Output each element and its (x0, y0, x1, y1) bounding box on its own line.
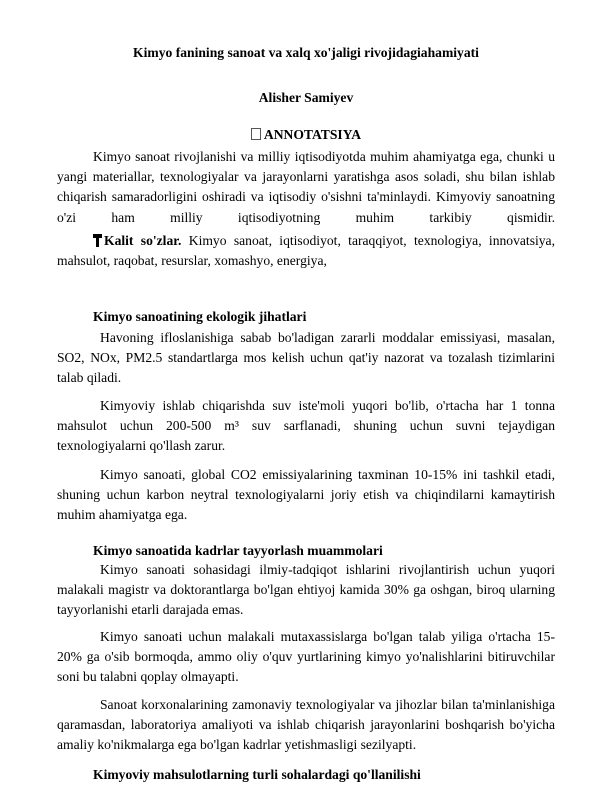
document-title: Kimyo fanining sanoat va xalq xo'jaligi rivojidagiahamiyati (133, 45, 479, 60)
paragraph: Kimyo sanoati sohasidagi ilmiy-tadqiqot ishlarini rivojlantirish uchun yuqori malakali magistr va doktorantlarga bo'lgan ehtiyoj kamida 30% ga oshgan, biroq ularning tayyorlanishi etarli darajada emas. (57, 562, 555, 618)
annotation-line: o'zi ham milliy iqtisodiyotning muhim tarkibiy qismidir. (57, 209, 555, 225)
author-name: Alisher Samiyev (258, 90, 354, 105)
key-icon (93, 234, 102, 247)
annotation-heading-text: ANNOTATSIYA (263, 127, 362, 142)
section-heading: Kimyoviy mahsulotlarning turli sohalardagi qo'llanilishi (93, 767, 421, 782)
annotation-heading (0, 125, 612, 145)
paragraph: Kimyo sanoati, global CO2 emissiyalarining taxminan 10-15% ini tashkil etadi, shuning uchun karbon neytral texnologiyalarni joriy etish va chiqindilarni kamaytirish muhim ahamiyatga ega. (57, 467, 555, 523)
paragraph: Kimyo sanoati uchun malakali mutaxassislarga bo'lgan talab yiliga o'rtacha 15-20% ga o'sib bormoqda, ammo oliy o'quv yurtlarining kimyo yo'nalishlarini bitiruvchilar soni bu talabni qoplay olmayapti. (57, 629, 555, 685)
keywords-paragraph (57, 231, 555, 271)
section-heading: Kimyo sanoatida kadrlar tayyorlash muammolari (93, 543, 383, 558)
keywords-label: Kalit so'zlar. (104, 233, 182, 248)
annotation-line: Kimyo sanoat rivojlanishi va milliy iqtisodiyotda muhim ahamiyatga ega, chunki u (93, 149, 555, 164)
annotation-body (57, 147, 555, 228)
paragraph: Kimyoviy ishlab chiqarishda suv iste'moli yuqori bo'lib, o'rtacha har 1 tonna mahsulot uchun 200-500 m³ suv sarflanadi, shuning uchun suvni tejaydigan texnologiyalarni qo'llash zarur. (57, 398, 555, 454)
missing-glyph-icon (251, 128, 261, 140)
paragraph: Sanoat korxonalarining zamonaviy texnologiyalar va jihozlar bilan ta'minlanishiga qaramasdan, laboratoriya amaliyoti va ishlab chiqarish jarayonlarini boshqarish bo'yicha amaliy ko'nikmalarga ega bo'lgan kadrlar yetishmasligi sezilyapti. (57, 697, 555, 753)
section-heading: Kimyo sanoatining ekologik jihatlari (93, 309, 307, 324)
paragraph: Havoning ifloslanishiga sabab bo'ladigan zararli moddalar emissiyasi, masalan, SO2, NOx, PM2.5 standartlarga mos kelish uchun qat'iy nazorat va tozalash tizimlarini talab qiladi. (57, 330, 555, 386)
keywords-text: Kimyo sanoat, iqtisodiyot, taraqqiyot, texnologiya, innovatsiya, mahsulot, raqobat, resurslar, xomashyo, energiya, (57, 233, 555, 269)
annotation-line: yangi materiallar, texnologiyalar va jarayonlarni yaratishga asos soladi, shu bilan ishlab (57, 169, 555, 185)
annotation-line: chiqarish samaradorligini oshiradi va iqtisodiy o'sishni ta'minlaydi. Kimyoviy sanoatning (57, 189, 555, 205)
